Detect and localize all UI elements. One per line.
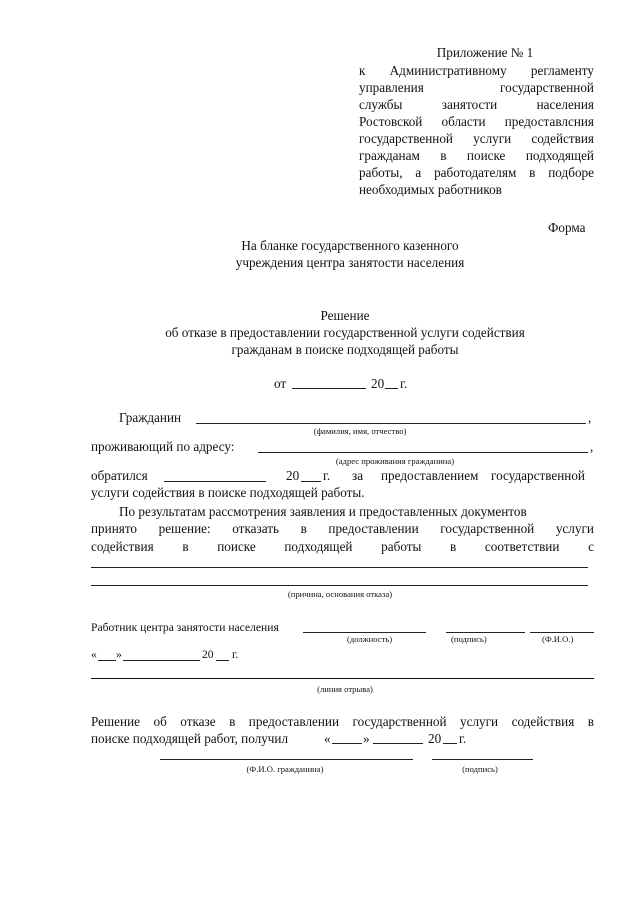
receipt-line-1 bbox=[91, 713, 594, 730]
worker-year: 20 bbox=[202, 648, 214, 661]
appendix-line: необходимых работников bbox=[359, 182, 502, 197]
applied-word: г. bbox=[323, 468, 331, 483]
address-label: проживающий по адресу: bbox=[91, 439, 235, 454]
result-word: государственной bbox=[440, 521, 535, 536]
form-label: Форма bbox=[548, 220, 586, 235]
applied-year: 20 bbox=[286, 468, 300, 483]
tear-line-hint: (линия отрыва) bbox=[317, 684, 373, 694]
reason-hint: (причина, основания отказа) bbox=[287, 589, 393, 599]
receipt-word: в bbox=[587, 714, 594, 729]
worker-day-field[interactable] bbox=[98, 660, 116, 661]
fio-hint: (фамилия, имя, отчество) bbox=[313, 426, 407, 436]
worker-year-suffix: г. bbox=[232, 648, 239, 661]
worker-month-field[interactable] bbox=[123, 660, 200, 661]
receipt-month-field[interactable] bbox=[373, 743, 423, 744]
worker-year-field[interactable] bbox=[216, 660, 229, 661]
worker-signature-field[interactable] bbox=[446, 632, 525, 633]
applied-word: за bbox=[352, 468, 364, 483]
reason-field-2[interactable] bbox=[91, 585, 588, 586]
receipt-word: государственной bbox=[352, 714, 447, 729]
appendix-line: гражданам в поиске подходящей bbox=[359, 148, 594, 163]
result-word: отказать bbox=[232, 521, 280, 536]
address-hint: (адрес проживания гражданина) bbox=[335, 456, 455, 466]
result-word: соответствии bbox=[484, 539, 560, 554]
appendix-line: к Административному регламенту bbox=[359, 63, 594, 78]
appendix-title: Приложение № 1 bbox=[436, 45, 534, 60]
receipt-day-field[interactable] bbox=[332, 743, 362, 744]
decision-date-field[interactable] bbox=[292, 388, 366, 389]
applied-word: государственной bbox=[491, 468, 585, 483]
result-word: работы bbox=[381, 539, 422, 554]
result-word: поиске bbox=[217, 539, 256, 554]
decision-date-prefix: от bbox=[274, 376, 287, 391]
decision-subtitle-line: об отказе в предоставлении государственной услуги содействия bbox=[165, 325, 525, 340]
result-line-2 bbox=[91, 520, 594, 537]
worker-label: Работник центра занятости населения bbox=[91, 621, 279, 634]
applied-word: предоставлением bbox=[381, 468, 479, 483]
worker-fio-hint: (Ф.И.О.) bbox=[542, 634, 574, 644]
worker-date-open: « bbox=[91, 648, 97, 661]
decision-title: Решение bbox=[320, 308, 370, 323]
blank-note-line: учреждения центра занятости населения bbox=[235, 255, 465, 270]
appendix-line: управления государственной bbox=[359, 80, 594, 95]
worker-position-field[interactable] bbox=[303, 632, 426, 633]
receipt-year: 20 bbox=[428, 731, 442, 746]
decision-year-field[interactable] bbox=[385, 388, 398, 389]
blank-note-line: На бланке государственного казенного bbox=[241, 238, 459, 253]
applied-date-field[interactable] bbox=[164, 481, 266, 482]
appendix-line: Ростовской области предоставлсния bbox=[359, 114, 594, 129]
appendix-line: службы занятости населения bbox=[359, 97, 594, 112]
citizen-fio-field[interactable] bbox=[196, 423, 586, 424]
worker-position-hint: (должность) bbox=[347, 634, 393, 644]
receipt-word: в bbox=[229, 714, 236, 729]
receipt-year-suffix: г. bbox=[459, 731, 467, 746]
result-word: в bbox=[300, 521, 307, 536]
decision-date-year: 20 bbox=[371, 376, 385, 391]
result-word: подходящей bbox=[284, 539, 353, 554]
receipt-fio-hint: (Ф.И.О. гражданина) bbox=[246, 764, 324, 774]
receipt-word: услуги bbox=[460, 714, 499, 729]
address-comma: , bbox=[590, 439, 594, 454]
receipt-date-close: » bbox=[363, 731, 370, 746]
decision-date-suffix: г. bbox=[400, 376, 408, 391]
worker-fio-field[interactable] bbox=[530, 632, 594, 633]
tear-line bbox=[91, 678, 594, 679]
result-word: в bbox=[450, 539, 457, 554]
result-word: предоставлении bbox=[328, 521, 419, 536]
applied-line-2: услуги содействия в поиске подходящей работы. bbox=[91, 485, 365, 500]
address-field[interactable] bbox=[258, 452, 588, 453]
result-word: решение: bbox=[158, 521, 211, 536]
receipt-word: отказе bbox=[180, 714, 216, 729]
receipt-word: содействия bbox=[511, 714, 575, 729]
decision-subtitle-line: гражданам в поиске подходящей работы bbox=[231, 342, 459, 357]
result-word: принято bbox=[91, 521, 138, 536]
blank-note bbox=[190, 237, 510, 271]
decision-heading bbox=[100, 307, 590, 358]
receipt-date-open: « bbox=[324, 731, 331, 746]
citizen-label: Гражданин bbox=[119, 410, 182, 425]
result-line-3 bbox=[91, 538, 594, 555]
appendix-line: государственной услуги содействия bbox=[359, 131, 594, 146]
result-word: с bbox=[588, 539, 594, 554]
result-word: в bbox=[182, 539, 189, 554]
result-word: услуги bbox=[555, 521, 594, 536]
receipt-signature-hint: (подпись) bbox=[462, 764, 498, 774]
receipt-word: предоставлении bbox=[248, 714, 340, 729]
applied-line bbox=[91, 467, 594, 484]
receipt-line-2: поиске подходящей работ, получил bbox=[91, 731, 289, 746]
receipt-word: Решение bbox=[91, 714, 140, 729]
result-line-1: По результатам рассмотрения заявления и предоставленных документов bbox=[119, 504, 527, 519]
applied-year-field[interactable] bbox=[301, 481, 321, 482]
citizen-comma: , bbox=[588, 410, 592, 425]
worker-signature-hint: (подпись) bbox=[451, 634, 487, 644]
applied-word: обратился bbox=[91, 468, 148, 483]
worker-date-close: » bbox=[116, 648, 122, 661]
appendix-text bbox=[359, 62, 594, 198]
reason-field-1[interactable] bbox=[91, 567, 588, 568]
result-word: содействия bbox=[91, 539, 154, 554]
appendix-line: работы, а работодателям в подборе bbox=[359, 165, 594, 180]
receipt-year-field[interactable] bbox=[443, 743, 457, 744]
receipt-word: об bbox=[153, 714, 167, 729]
receipt-signature-field[interactable] bbox=[432, 759, 533, 760]
receipt-fio-field[interactable] bbox=[160, 759, 413, 760]
